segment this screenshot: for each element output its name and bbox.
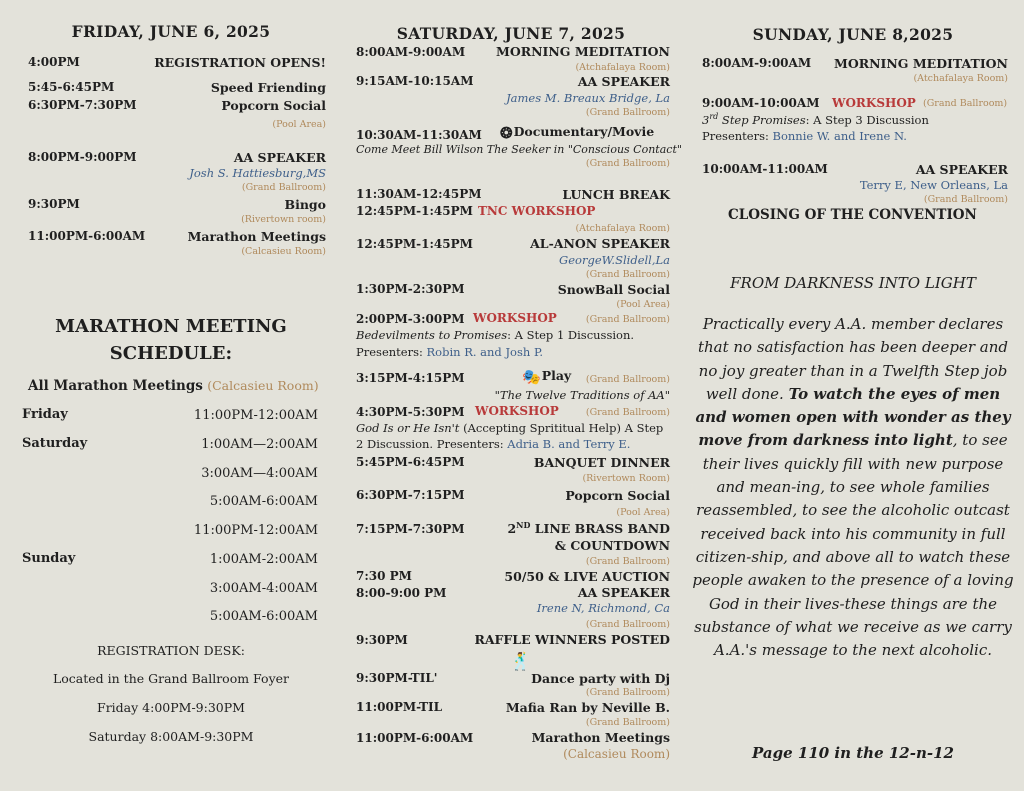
event-room: (Atchafalaya Room) bbox=[913, 73, 1008, 84]
event-name: MORNING MEDITATION bbox=[834, 56, 1008, 71]
event-time: 8:00PM-9:00PM bbox=[28, 150, 137, 164]
event-room: (Grand Ballroom) bbox=[585, 374, 670, 385]
workshop-title bbox=[702, 113, 806, 127]
marathon-slot: 11:00PM-12:00AM bbox=[193, 523, 318, 538]
event-time: 4:00PM bbox=[28, 55, 80, 69]
event-time: 12:45PM-1:45PM bbox=[356, 204, 473, 218]
event-room: (Grand Ballroom) bbox=[585, 556, 670, 567]
presenters-names: Adria B. and Terry E. bbox=[507, 437, 631, 451]
event-room: (Pool Area) bbox=[272, 119, 326, 130]
workshop-subtitle: (Accepting Sprititual Help) A Step bbox=[459, 421, 664, 435]
marathon-slot: 1:00AM-2:00AM bbox=[209, 552, 318, 567]
event-name: Dance party with Dj bbox=[531, 671, 670, 686]
workshop-tag: WORKSHOP bbox=[475, 404, 559, 418]
film-reel-icon: ❂ bbox=[500, 124, 513, 142]
event-name: SnowBall Social bbox=[557, 282, 670, 297]
event-room: (Grand Ballroom) bbox=[585, 619, 670, 630]
event-time: 10:30AM-11:30AM bbox=[356, 128, 482, 142]
workshop-subtitle: : A Step 3 Discussion bbox=[805, 112, 929, 127]
event-name: Marathon Meetings bbox=[531, 730, 670, 745]
presenters-label: 2 Discussion. Presenters: bbox=[356, 437, 504, 451]
marathon-slot: 11:00PM-12:00AM bbox=[193, 408, 318, 423]
marathon-day: Saturday bbox=[22, 436, 88, 451]
event-name: AA SPEAKER bbox=[233, 150, 326, 165]
event-name: AL-ANON SPEAKER bbox=[530, 236, 670, 251]
workshop-title-text: Step Promises bbox=[718, 112, 806, 127]
event-name-part: LINE BRASS BAND bbox=[530, 521, 670, 537]
workshop-tag: TNC WORKSHOP bbox=[478, 204, 596, 218]
event-room: (Grand Ballroom) bbox=[585, 269, 670, 280]
event-name: AA SPEAKER bbox=[577, 585, 670, 600]
marathon-slot: 5:00AM-6:00AM bbox=[209, 494, 318, 509]
event-time: 10:00AM-11:00AM bbox=[702, 162, 828, 176]
presenters bbox=[356, 437, 630, 451]
sunday-column bbox=[692, 0, 1014, 791]
closing-title: CLOSING OF THE CONVENTION bbox=[728, 207, 977, 223]
quote-body bbox=[692, 313, 1014, 662]
event-room: (Atchafalaya Room) bbox=[575, 223, 670, 234]
marathon-day: Sunday bbox=[22, 551, 76, 566]
event-name bbox=[507, 520, 670, 536]
registration-title: REGISTRATION DESK: bbox=[97, 643, 245, 658]
event-name: RAFFLE WINNERS POSTED bbox=[474, 632, 670, 647]
event-name: AA SPEAKER bbox=[915, 162, 1008, 177]
event-time: 7:15PM-7:30PM bbox=[356, 522, 465, 536]
event-time: 11:00PM-6:00AM bbox=[28, 229, 146, 243]
event-time: 3:15PM-4:15PM bbox=[356, 371, 465, 385]
event-name bbox=[522, 368, 571, 386]
event-time: 9:30PM-TIL' bbox=[356, 671, 438, 685]
event-name: Speed Friending bbox=[210, 80, 326, 95]
event-time: 12:45PM-1:45PM bbox=[356, 237, 473, 251]
event-room: (Rivertown room) bbox=[241, 214, 326, 225]
event-time: 11:30AM-12:45PM bbox=[356, 187, 482, 201]
event-room: (Grand Ballroom) bbox=[241, 182, 326, 193]
event-time: 8:00AM-9:00AM bbox=[356, 45, 466, 59]
quote-part-3: , to see their lives quickly fill with new purpose and mean-ing, to see whole families reassembled, to see the alcoholic outcast received back into his community in full citizen-ship, and above all to watch these people awaken to the presence of a loving God in their lives-these things are the substance of what we receive as we carry A.A.'s message to the next alcoholic. bbox=[692, 431, 1014, 660]
event-name-line2: & COUNTDOWN bbox=[554, 538, 670, 553]
event-room: (Grand Ballroom) bbox=[923, 98, 1008, 109]
quote-part-1: Practically every A.A. member declares that no satisfaction has been deeper and no joy greater than in a Twelfth Step job well done. bbox=[697, 315, 1009, 403]
speaker-name: GeorgeW.Slidell,La bbox=[559, 253, 670, 267]
event-time: 8:00-9:00 PM bbox=[356, 586, 447, 600]
speaker-name: Irene N, Richmond, Ca bbox=[536, 601, 670, 615]
presenters-names: Bonnie W. and Irene N. bbox=[772, 129, 907, 143]
page-reference: Page 110 in the 12-n-12 bbox=[752, 744, 954, 762]
friday-title: FRIDAY, JUNE 6, 2025 bbox=[71, 22, 271, 41]
registration-friday: Friday 4:00PM-9:30PM bbox=[97, 700, 245, 715]
speaker-name: Josh S. Hattiesburg,MS bbox=[189, 166, 326, 180]
marathon-slot: 5:00AM-6:00AM bbox=[209, 609, 318, 624]
presenters-label: Presenters: bbox=[702, 129, 769, 143]
event-time: 9:15AM-10:15AM bbox=[356, 74, 474, 88]
event-room: (Grand Ballroom) bbox=[585, 314, 670, 325]
event-time: 11:00PM-TIL bbox=[356, 700, 443, 714]
speaker-name: James M. Breaux Bridge, La bbox=[506, 91, 670, 105]
event-room: (Rivertown Room) bbox=[582, 473, 670, 484]
event-name: MORNING MEDITATION bbox=[496, 44, 670, 59]
event-room: (Grand Ballroom) bbox=[923, 194, 1008, 205]
event-name: 50/50 & LIVE AUCTION bbox=[504, 569, 670, 584]
marathon-title bbox=[21, 313, 321, 367]
event-time: 4:30PM-5:30PM bbox=[356, 405, 465, 419]
event-time: 9:30PM bbox=[28, 197, 80, 211]
event-time: 8:00AM-9:00AM bbox=[702, 56, 812, 70]
presenters-label: Presenters: bbox=[356, 345, 423, 359]
event-name: AA SPEAKER bbox=[577, 74, 670, 89]
marathon-day: Friday bbox=[22, 407, 68, 422]
event-name-sup: ND bbox=[516, 520, 531, 530]
event-room: (Grand Ballroom) bbox=[585, 407, 670, 418]
event-description bbox=[356, 328, 634, 342]
marathon-slot: 3:00AM-4:00AM bbox=[209, 581, 318, 596]
event-name bbox=[500, 124, 654, 142]
step-number: 3 bbox=[702, 112, 710, 127]
event-room: (Grand Ballroom) bbox=[585, 158, 670, 169]
workshop-tag: WORKSHOP bbox=[473, 311, 557, 325]
workshop-title: Bedevilments to Promises bbox=[356, 328, 508, 342]
workshop-tag: WORKSHOP bbox=[832, 96, 916, 110]
event-name: Bingo bbox=[284, 197, 326, 212]
event-room: (Grand Ballroom) bbox=[585, 717, 670, 728]
event-time: 6:30PM-7:15PM bbox=[356, 488, 465, 502]
all-marathon-room: (Calcasieu Room) bbox=[207, 378, 319, 393]
workshop-title: God Is or He Isn't bbox=[356, 421, 460, 435]
event-room: (Calcasieu Room) bbox=[241, 246, 326, 257]
marathon-slot: 1:00AM—2:00AM bbox=[201, 437, 318, 452]
event-time: 7:30 PM bbox=[356, 569, 412, 583]
presenters bbox=[356, 345, 543, 359]
event-name-text: Play bbox=[541, 368, 572, 383]
speaker-name: Terry E, New Orleans, La bbox=[859, 178, 1008, 192]
event-name: Popcorn Social bbox=[221, 98, 326, 113]
all-marathon-label bbox=[28, 378, 319, 394]
event-time: 6:30PM-7:30PM bbox=[28, 98, 137, 112]
event-room: (Pool Area) bbox=[616, 507, 670, 518]
event-description: "The Twelve Traditions of AA" bbox=[494, 388, 670, 402]
event-name: REGISTRATION OPENS! bbox=[154, 55, 326, 70]
event-name-part: 2 bbox=[507, 521, 517, 537]
event-description: Come Meet Bill Wilson The Seeker in "Conscious Contact" bbox=[356, 143, 682, 156]
registration-saturday: Saturday 8:00AM-9:30PM bbox=[88, 729, 254, 744]
event-room: (Pool Area) bbox=[616, 299, 670, 310]
event-name: BANQUET DINNER bbox=[533, 455, 670, 470]
workshop-subtitle: : A Step 1 Discussion. bbox=[507, 328, 635, 342]
saturday-title: SATURDAY, JUNE 7, 2025 bbox=[396, 24, 626, 43]
presenters-names: Robin R. and Josh P. bbox=[426, 345, 544, 359]
event-time: 5:45PM-6:45PM bbox=[356, 455, 465, 469]
all-marathon-text: All Marathon Meetings bbox=[28, 378, 203, 394]
step-ordinal: rd bbox=[709, 112, 719, 121]
event-time: 9:30PM bbox=[356, 633, 408, 647]
event-description bbox=[356, 421, 663, 435]
event-name: Marathon Meetings bbox=[187, 229, 326, 244]
saturday-column bbox=[350, 0, 682, 791]
presenters bbox=[702, 129, 907, 143]
event-name: Mafia Ran by Neville B. bbox=[505, 700, 670, 715]
event-room: (Atchafalaya Room) bbox=[575, 62, 670, 73]
registration-location: Located in the Grand Ballroom Foyer bbox=[52, 671, 290, 686]
sunday-title: SUNDAY, JUNE 8,2025 bbox=[752, 25, 954, 44]
marathon-slot: 3:00AM—4:00AM bbox=[201, 466, 318, 481]
event-time: 11:00PM-6:00AM bbox=[356, 731, 474, 745]
event-name: Popcorn Social bbox=[565, 488, 670, 503]
event-room: (Grand Ballroom) bbox=[585, 687, 670, 698]
theater-masks-icon: 🎭 bbox=[522, 368, 541, 386]
marathon-title-line2: SCHEDULE: bbox=[109, 343, 233, 364]
event-description bbox=[702, 112, 929, 127]
event-room: (Grand Ballroom) bbox=[585, 107, 670, 118]
event-name: LUNCH BREAK bbox=[562, 187, 670, 202]
dancers-icon: 🕺 bbox=[510, 652, 532, 672]
event-time: 5:45-6:45PM bbox=[28, 80, 115, 94]
event-name-text: Documentary/Movie bbox=[513, 124, 655, 139]
quote-title: FROM DARKNESS INTO LIGHT bbox=[730, 274, 976, 292]
event-time: 1:30PM-2:30PM bbox=[356, 282, 465, 296]
quote-part-2-bold: To watch the eyes of men and women open with wonder as they move from darkness into light bbox=[695, 384, 1011, 450]
event-room: (Calcasieu Room) bbox=[563, 747, 670, 761]
event-time: 9:00AM-10:00AM bbox=[702, 96, 820, 110]
friday-column bbox=[16, 0, 326, 791]
marathon-title-line1: MARATHON MEETING bbox=[55, 316, 287, 337]
event-time: 2:00PM-3:00PM bbox=[356, 312, 465, 326]
